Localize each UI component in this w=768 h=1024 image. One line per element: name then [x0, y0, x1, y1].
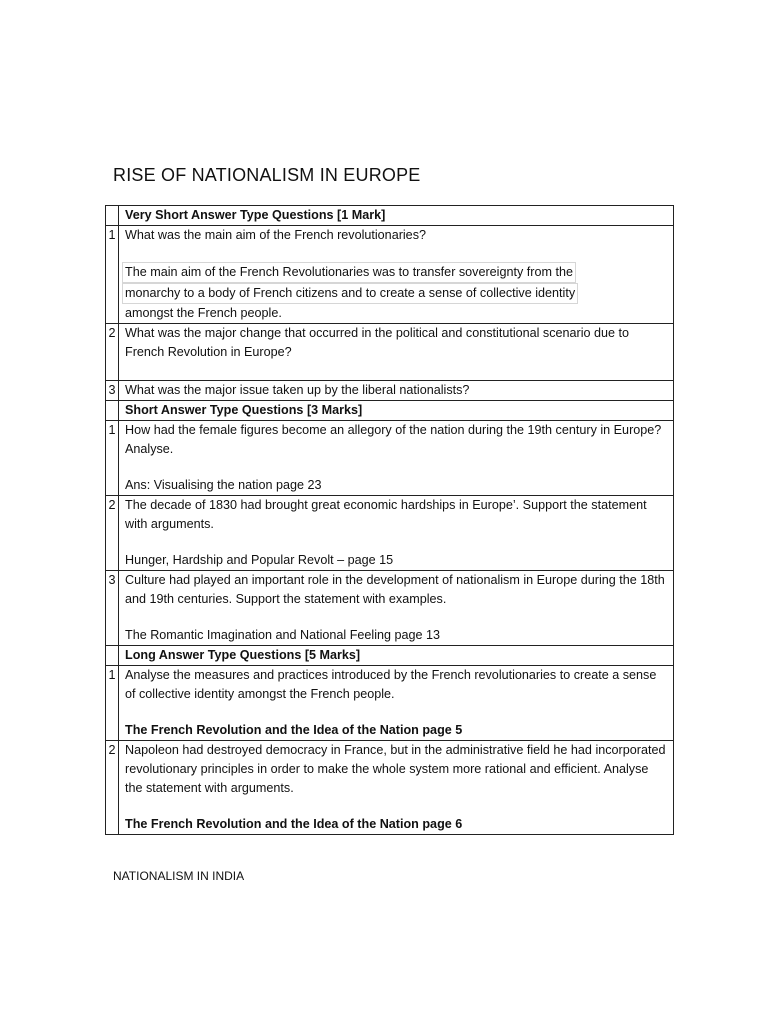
question-cell [119, 666, 674, 741]
question-cell [119, 571, 674, 646]
question-text: Analyse the measures and practices introduced by the French revolutionaries to create a sense of collective identity amongst the French people. [125, 668, 657, 701]
section-row-very-short [106, 206, 674, 226]
question-number: 1 [106, 421, 119, 496]
question-number: 2 [106, 324, 119, 381]
table-row [106, 226, 674, 324]
answer-line: monarchy to a body of French citizens and to create a sense of collective identity [122, 283, 578, 304]
question-number: 1 [106, 666, 119, 741]
section-row-long [106, 646, 674, 666]
questions-table [105, 205, 674, 835]
page-title: RISE OF NATIONALISM IN EUROPE [113, 165, 421, 185]
answer-line: amongst the French people. [125, 306, 282, 320]
answer-text [125, 262, 669, 323]
question-text: The decade of 1830 had brought great economic hardships in Europe’. Support the statement with arguments. [125, 498, 647, 531]
question-cell [119, 496, 674, 571]
question-cell [119, 381, 674, 401]
question-text: What was the major change that occurred in the political and constitutional scenario due to French Revolution in Europe? [125, 326, 630, 359]
table-row [106, 381, 674, 401]
question-text: Napoleon had destroyed democracy in France, but in the administrative field he had incorporated revolutionary principles in order to make the whole system more rational and efficient. Analyse the statement with arguments. [125, 743, 666, 795]
section-heading: Short Answer Type Questions [3 Marks] [119, 401, 674, 421]
table-row [106, 571, 674, 646]
question-number: 3 [106, 381, 119, 401]
question-cell [119, 226, 674, 324]
table-row [106, 666, 674, 741]
question-cell [119, 741, 674, 835]
question-cell [119, 324, 674, 381]
question-text: What was the major issue taken up by the liberal nationalists? [125, 383, 470, 397]
table-row [106, 324, 674, 381]
question-cell [119, 421, 674, 496]
answer-text: Ans: Visualising the nation page 23 [125, 478, 322, 492]
question-number: 2 [106, 496, 119, 571]
answer-text: The French Revolution and the Idea of the Nation page 6 [125, 817, 463, 831]
question-number: 3 [106, 571, 119, 646]
question-text: What was the main aim of the French revolutionaries? [125, 228, 426, 242]
next-section-heading: NATIONALISM IN INDIA [113, 869, 245, 883]
answer-text: The Romantic Imagination and National Feeling page 13 [125, 628, 441, 642]
answer-text: The French Revolution and the Idea of the Nation page 5 [125, 723, 463, 737]
answer-line: The main aim of the French Revolutionaries was to transfer sovereignty from the [122, 262, 576, 283]
table-row [106, 421, 674, 496]
table-row [106, 496, 674, 571]
section-heading: Long Answer Type Questions [5 Marks] [119, 646, 674, 666]
table-row [106, 741, 674, 835]
question-number: 1 [106, 226, 119, 324]
question-text: How had the female figures become an allegory of the nation during the 19th century in Europe? Analyse. [125, 423, 662, 456]
answer-text: Hunger, Hardship and Popular Revolt – page 15 [125, 553, 394, 567]
question-text: Culture had played an important role in the development of nationalism in Europe during the 18th and 19th centuries. Support the statement with examples. [125, 573, 665, 606]
question-number: 2 [106, 741, 119, 835]
section-heading: Very Short Answer Type Questions [1 Mark] [119, 206, 674, 226]
section-row-short [106, 401, 674, 421]
